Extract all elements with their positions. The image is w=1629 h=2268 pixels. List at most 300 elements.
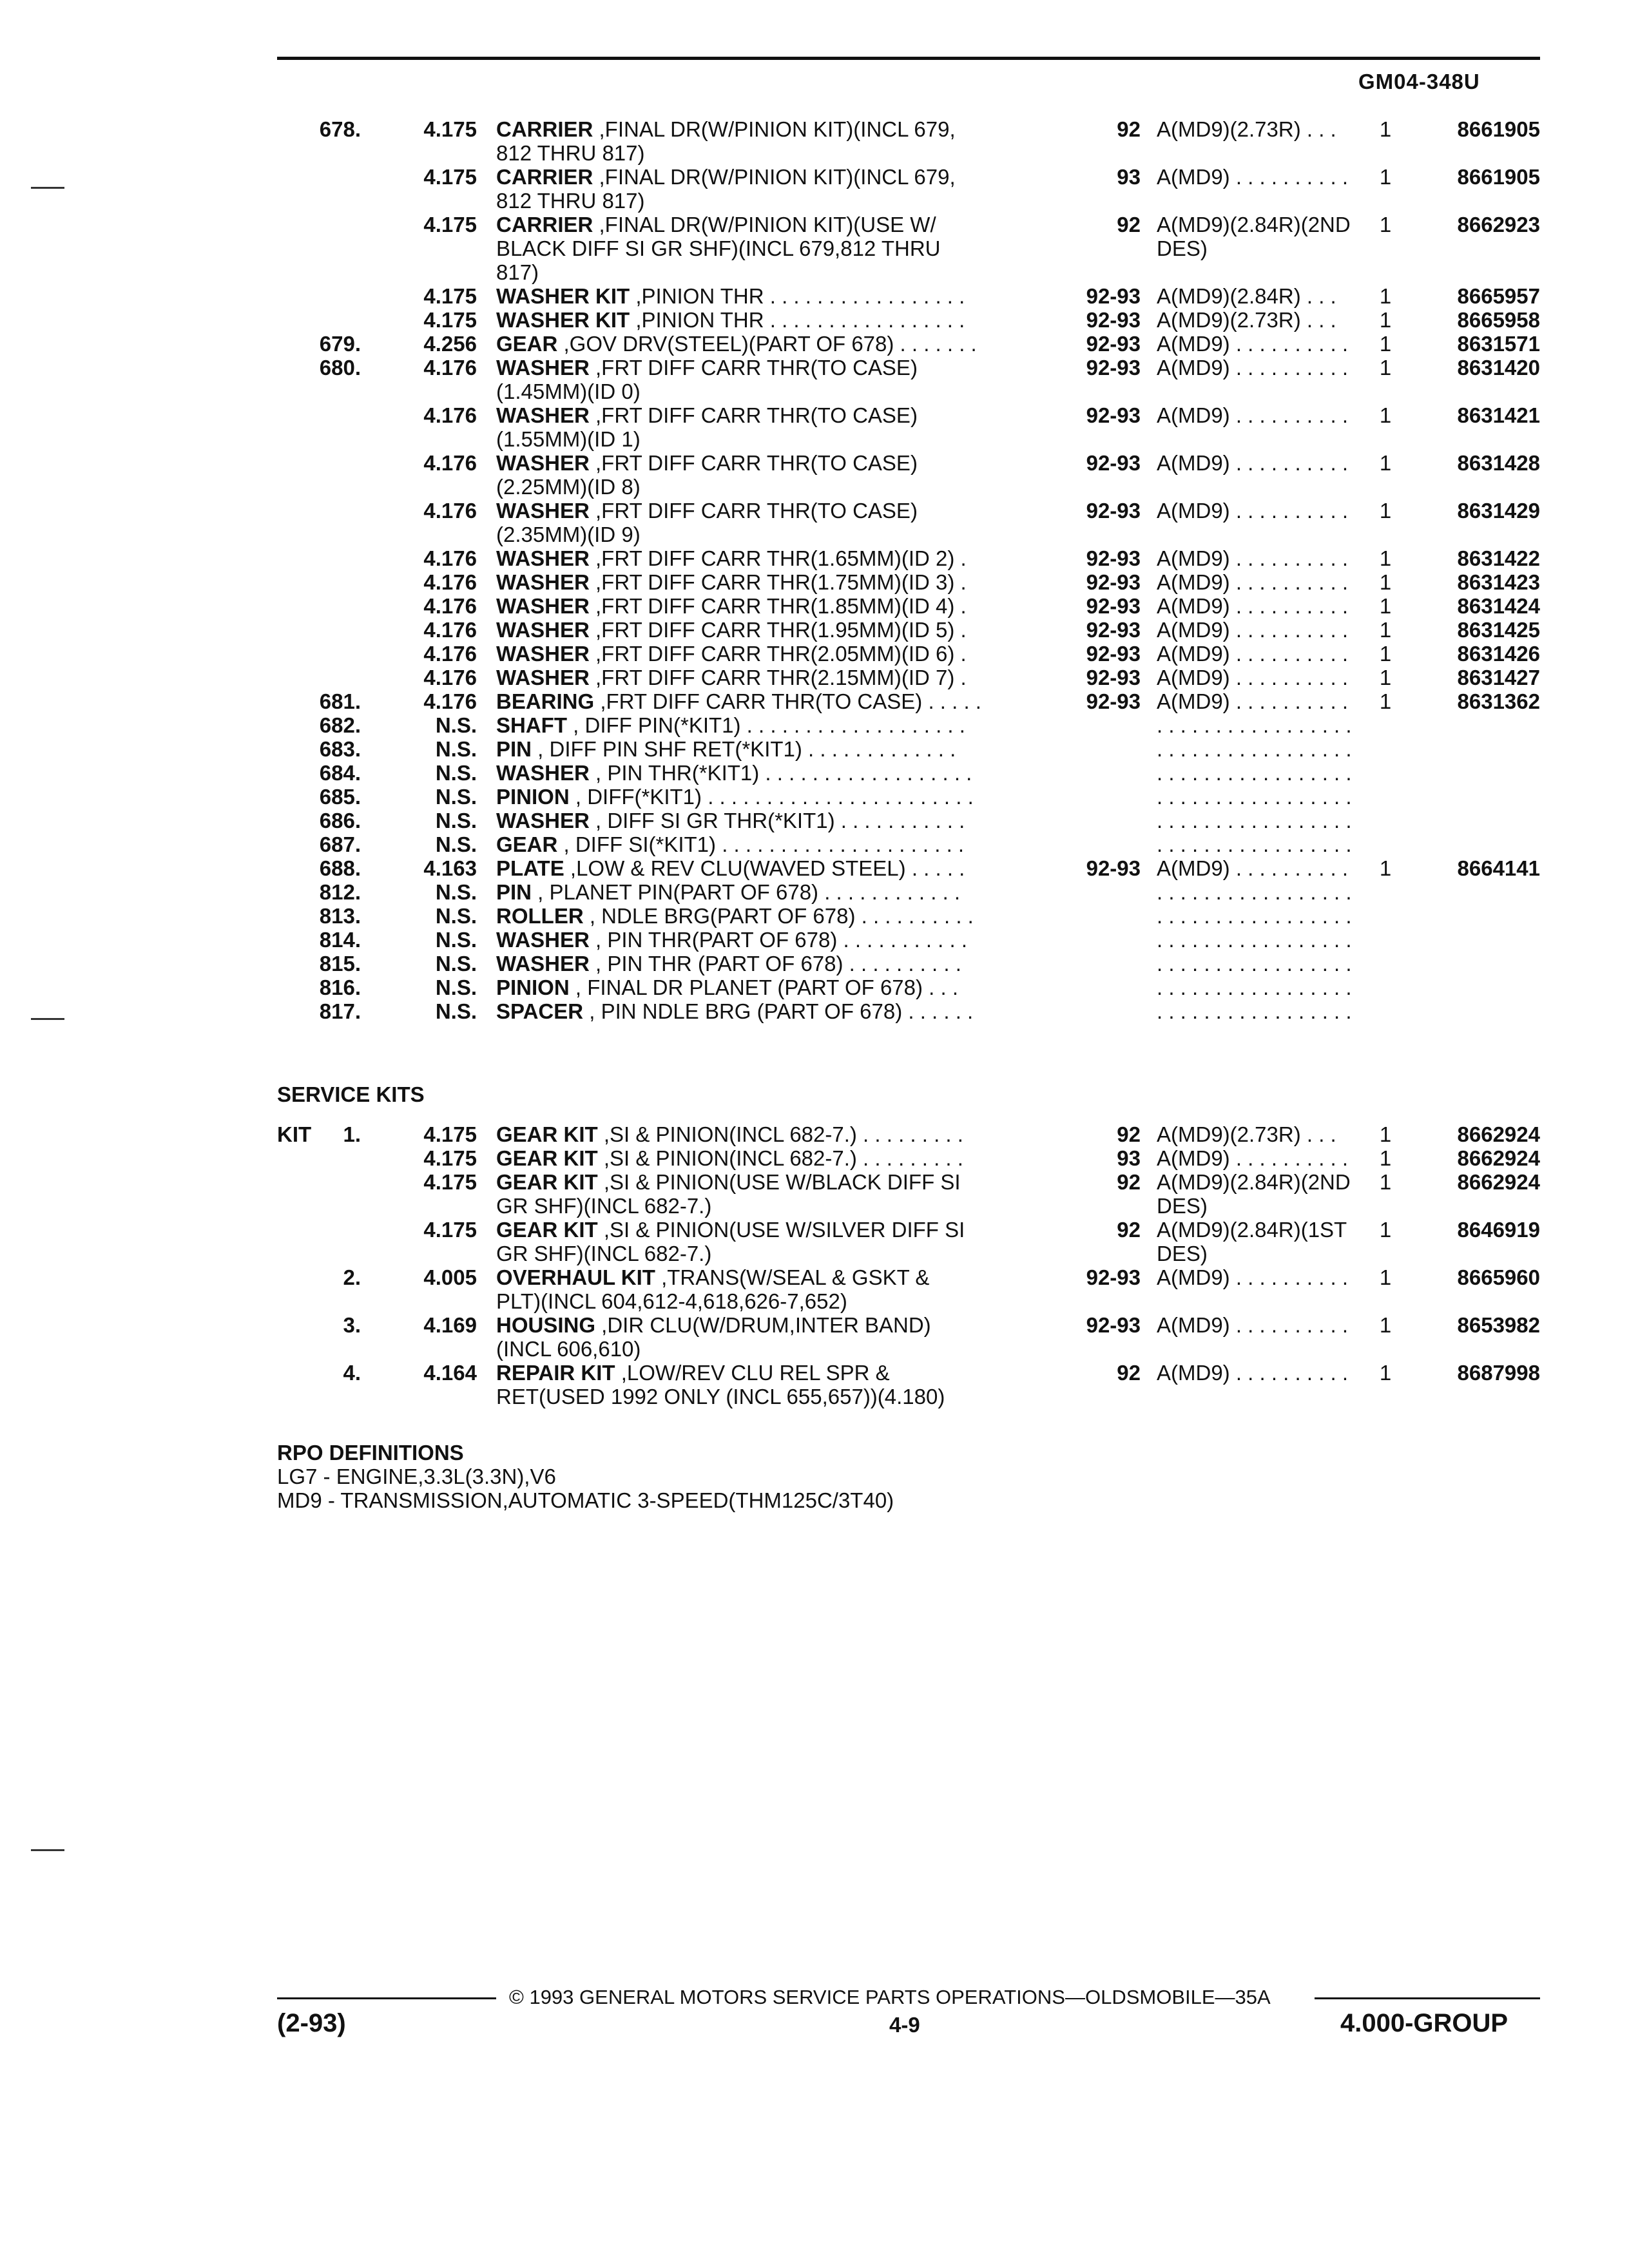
model-application: . . . . . . . . . . . . . . . . .: [1157, 880, 1352, 904]
model-year: 92-93: [1086, 666, 1141, 689]
part-row-continuation: [277, 1242, 1540, 1265]
part-name-label: WASHER: [496, 570, 590, 594]
model-application: A(MD9)(2.73R) . . .: [1157, 308, 1336, 332]
part-name-label: WASHER: [496, 499, 590, 523]
model-application: A(MD9) . . . . . . . . . .: [1157, 451, 1349, 475]
part-description: ,LOW/REV CLU REL SPR &: [615, 1361, 890, 1385]
quantity: 1: [1379, 642, 1392, 666]
part-description: , DIFF SI(*KIT1) . . . . . . . . . . . . . . . . . . . . .: [557, 832, 965, 856]
part-description: ,FRT DIFF CARR THR(2.05MM)(ID 6) .: [589, 642, 967, 666]
part-number: 8631427: [1457, 666, 1540, 689]
ref-number: 687.: [319, 832, 361, 856]
part-row: [277, 666, 1540, 689]
model-application: A(MD9) . . . . . . . . . .: [1157, 332, 1349, 356]
part-name-label: PIN: [496, 737, 532, 761]
quantity: 1: [1379, 689, 1392, 713]
part-number: 8687998: [1457, 1361, 1540, 1385]
part-name: [496, 713, 965, 737]
ref-number: 814.: [319, 928, 361, 952]
part-row: [277, 546, 1540, 570]
part-name-label: OVERHAUL KIT: [496, 1265, 655, 1289]
part-description: ,SI & PINION(INCL 682-7.) . . . . . . . . .: [597, 1146, 963, 1170]
model-year: 92: [1117, 117, 1141, 141]
model-year: 92-93: [1086, 332, 1141, 356]
part-description: , NDLE BRG(PART OF 678) . . . . . . . . . .: [583, 904, 974, 928]
quantity: 1: [1379, 570, 1392, 594]
part-row-continuation: [277, 189, 1540, 213]
model-application: A(MD9)(2.84R)(2ND: [1157, 213, 1351, 236]
model-application: . . . . . . . . . . . . . . . . .: [1157, 785, 1352, 809]
part-name: [496, 117, 956, 141]
model-application-continued: DES): [1157, 1242, 1208, 1265]
ref-number: 816.: [319, 975, 361, 999]
group-number: 4.169: [423, 1313, 477, 1337]
part-name-label: WASHER: [496, 666, 590, 689]
group-number: 4.175: [423, 1122, 477, 1146]
part-row-continuation: [277, 427, 1540, 451]
quantity: 1: [1379, 284, 1392, 308]
group-number: 4.176: [423, 570, 477, 594]
part-name-label: GEAR KIT: [496, 1122, 598, 1146]
quantity: 1: [1379, 1146, 1392, 1170]
part-row-continuation: [277, 523, 1540, 546]
ref-number: 4.: [343, 1361, 361, 1385]
part-number: 8631429: [1457, 499, 1540, 523]
quantity: 1: [1379, 594, 1392, 618]
ref-number: 813.: [319, 904, 361, 928]
part-row: [277, 570, 1540, 594]
part-name: [496, 403, 918, 427]
part-name-label: WASHER: [496, 594, 590, 618]
model-application: A(MD9) . . . . . . . . . .: [1157, 1313, 1349, 1337]
part-name: [496, 546, 967, 570]
part-name: [496, 594, 967, 618]
part-name: [496, 856, 965, 880]
quantity: 1: [1379, 1265, 1392, 1289]
rpo-definitions: [277, 1441, 894, 1512]
part-description: ,SI & PINION(INCL 682-7.) . . . . . . . . .: [597, 1122, 963, 1146]
model-year: 93: [1117, 165, 1141, 189]
model-application: A(MD9)(2.84R) . . .: [1157, 284, 1336, 308]
group-number: 4.176: [423, 403, 477, 427]
part-name: [496, 761, 972, 785]
part-number: 8662924: [1457, 1170, 1540, 1194]
part-description: ,FINAL DR(W/PINION KIT)(INCL 679,: [593, 117, 956, 141]
ref-number: 681.: [319, 689, 361, 713]
part-name-label: WASHER: [496, 546, 590, 570]
group-number: 4.175: [423, 1218, 477, 1242]
group-number: N.S.: [435, 713, 477, 737]
part-name-label: WASHER: [496, 642, 590, 666]
part-description: , PIN THR (PART OF 678) . . . . . . . . . .: [589, 952, 961, 975]
document-id: GM04-348U: [1358, 70, 1480, 93]
part-description: ,PINION THR . . . . . . . . . . . . . . . . .: [630, 308, 965, 332]
ref-number: 688.: [319, 856, 361, 880]
model-year: 92-93: [1086, 356, 1141, 380]
ref-number: 1.: [343, 1122, 361, 1146]
group-number: 4.176: [423, 618, 477, 642]
part-description-continued: GR SHF)(INCL 682-7.): [496, 1194, 712, 1218]
part-row: [277, 1146, 1540, 1170]
part-number: 8661905: [1457, 165, 1540, 189]
part-name: [496, 1170, 961, 1194]
part-number: 8631426: [1457, 642, 1540, 666]
part-row: [277, 975, 1540, 999]
quantity: 1: [1379, 165, 1392, 189]
group-number: N.S.: [435, 952, 477, 975]
part-row: [277, 737, 1540, 761]
part-description-continued: (2.25MM)(ID 8): [496, 475, 641, 499]
group-number: N.S.: [435, 809, 477, 832]
part-row: [277, 952, 1540, 975]
quantity: 1: [1379, 1361, 1392, 1385]
group-number: 4.176: [423, 451, 477, 475]
model-application: A(MD9) . . . . . . . . . .: [1157, 165, 1349, 189]
part-description: , DIFF SI GR THR(*KIT1) . . . . . . . . . . .: [589, 809, 965, 832]
group-number: 4.175: [423, 117, 477, 141]
part-row-continuation: [277, 236, 1540, 260]
part-description-continued: (2.35MM)(ID 9): [496, 523, 641, 546]
part-name-label: PINION: [496, 785, 570, 809]
part-name: [496, 832, 964, 856]
part-name-label: ROLLER: [496, 904, 584, 928]
part-name-label: GEAR KIT: [496, 1170, 598, 1194]
part-name-label: BEARING: [496, 689, 595, 713]
part-name-label: WASHER: [496, 356, 590, 380]
part-row: [277, 451, 1540, 475]
part-description-continued: (1.45MM)(ID 0): [496, 380, 641, 403]
part-name: [496, 880, 960, 904]
part-description-continued: GR SHF)(INCL 682-7.): [496, 1242, 712, 1265]
part-description: ,LOW & REV CLU(WAVED STEEL) . . . . .: [564, 856, 965, 880]
model-application: . . . . . . . . . . . . . . . . .: [1157, 952, 1352, 975]
part-description-continued: 812 THRU 817): [496, 189, 645, 213]
model-year: 92-93: [1086, 856, 1141, 880]
part-name: [496, 642, 967, 666]
part-name: [496, 213, 936, 236]
part-row-continuation: [277, 1194, 1540, 1218]
group-number: 4.005: [423, 1265, 477, 1289]
part-description: ,SI & PINION(USE W/SILVER DIFF SI: [597, 1218, 965, 1242]
group-number: 4.175: [423, 308, 477, 332]
group-number: N.S.: [435, 880, 477, 904]
part-description: ,FRT DIFF CARR THR(1.85MM)(ID 4) .: [589, 594, 967, 618]
part-description-continued: (INCL 606,610): [496, 1337, 641, 1361]
model-year: 92: [1117, 213, 1141, 236]
part-name: [496, 952, 961, 975]
model-year: 92-93: [1086, 284, 1141, 308]
part-number: 8631420: [1457, 356, 1540, 380]
group-number: N.S.: [435, 761, 477, 785]
part-name: [496, 499, 918, 523]
part-row-continuation: [277, 475, 1540, 499]
footer-rule-left: [277, 1997, 496, 1999]
model-year: 92-93: [1086, 618, 1141, 642]
copyright-notice: © 1993 GENERAL MOTORS SERVICE PARTS OPERATIONS—OLDSMOBILE—35A: [509, 1986, 1271, 2008]
quantity: 1: [1379, 856, 1392, 880]
part-row: [277, 856, 1540, 880]
part-row: [277, 832, 1540, 856]
model-application: . . . . . . . . . . . . . . . . .: [1157, 904, 1352, 928]
model-application: A(MD9) . . . . . . . . . .: [1157, 1146, 1349, 1170]
margin-mark: [31, 187, 64, 189]
model-application: A(MD9) . . . . . . . . . .: [1157, 403, 1349, 427]
group-number: N.S.: [435, 832, 477, 856]
model-application: A(MD9) . . . . . . . . . .: [1157, 594, 1349, 618]
model-year: 92-93: [1086, 403, 1141, 427]
part-description-continued: 817): [496, 260, 539, 284]
part-row: [277, 761, 1540, 785]
part-description: , PIN THR(PART OF 678) . . . . . . . . . . .: [589, 928, 968, 952]
group-number: N.S.: [435, 928, 477, 952]
model-year: 92-93: [1086, 689, 1141, 713]
footer-rule-right: [1315, 1997, 1540, 1999]
part-number: 8662924: [1457, 1146, 1540, 1170]
part-name-label: PIN: [496, 880, 532, 904]
quantity: 1: [1379, 451, 1392, 475]
part-row-continuation: [277, 141, 1540, 165]
part-row: [277, 904, 1540, 928]
part-row: [277, 1218, 1540, 1242]
part-row: [277, 618, 1540, 642]
part-description: , FINAL DR PLANET (PART OF 678) . . .: [569, 975, 959, 999]
top-rule: [277, 57, 1540, 60]
part-description-continued: BLACK DIFF SI GR SHF)(INCL 679,812 THRU: [496, 236, 941, 260]
part-description: ,FRT DIFF CARR THR(TO CASE): [589, 356, 918, 380]
model-year: 92-93: [1086, 1313, 1141, 1337]
part-name: [496, 1361, 890, 1385]
part-name: [496, 356, 918, 380]
part-description: , DIFF PIN(*KIT1) . . . . . . . . . . . . . . . . . . .: [567, 713, 965, 737]
part-name-label: WASHER: [496, 928, 590, 952]
part-description-continued: RET(USED 1992 ONLY (INCL 655,657))(4.180): [496, 1385, 945, 1408]
part-number: 8661905: [1457, 117, 1540, 141]
model-year: 92-93: [1086, 570, 1141, 594]
part-number: 8662923: [1457, 213, 1540, 236]
part-description: ,FRT DIFF CARR THR(TO CASE): [589, 451, 918, 475]
part-name-label: GEAR: [496, 332, 558, 356]
part-name-label: WASHER: [496, 809, 590, 832]
part-name-label: GEAR: [496, 832, 558, 856]
part-description: ,FINAL DR(W/PINION KIT)(USE W/: [593, 213, 936, 236]
part-number: 8631424: [1457, 594, 1540, 618]
part-number: 8631422: [1457, 546, 1540, 570]
ref-number: 679.: [319, 332, 361, 356]
quantity: 1: [1379, 1170, 1392, 1194]
model-application: A(MD9) . . . . . . . . . .: [1157, 666, 1349, 689]
model-application: . . . . . . . . . . . . . . . . .: [1157, 999, 1352, 1023]
rpo-line: MD9 - TRANSMISSION,AUTOMATIC 3-SPEED(THM125C/3T40): [277, 1488, 894, 1512]
model-application: . . . . . . . . . . . . . . . . .: [1157, 713, 1352, 737]
model-application-continued: DES): [1157, 1194, 1208, 1218]
model-year: 92: [1117, 1218, 1141, 1242]
footer-date: (2-93): [277, 2009, 346, 2037]
part-description-continued: (1.55MM)(ID 1): [496, 427, 641, 451]
part-row: [277, 117, 1540, 141]
model-application: A(MD9) . . . . . . . . . .: [1157, 1265, 1349, 1289]
part-description: , DIFF(*KIT1) . . . . . . . . . . . . . . . . . . . . . . .: [569, 785, 974, 809]
part-number: 8631425: [1457, 618, 1540, 642]
part-name: [496, 1122, 963, 1146]
part-number: 8631571: [1457, 332, 1540, 356]
part-description: ,SI & PINION(USE W/BLACK DIFF SI: [597, 1170, 961, 1194]
quantity: 1: [1379, 499, 1392, 523]
part-name-label: WASHER KIT: [496, 284, 630, 308]
page-number: 4-9: [889, 2013, 920, 2037]
part-name-label: CARRIER: [496, 117, 593, 141]
model-year: 92: [1117, 1122, 1141, 1146]
part-name-label: GEAR KIT: [496, 1218, 598, 1242]
ref-number: 684.: [319, 761, 361, 785]
group-number: 4.164: [423, 1361, 477, 1385]
quantity: 1: [1379, 403, 1392, 427]
part-description: ,FRT DIFF CARR THR(1.95MM)(ID 5) .: [589, 618, 967, 642]
part-name-label: PLATE: [496, 856, 564, 880]
part-name: [496, 1218, 965, 1242]
model-year: 92-93: [1086, 642, 1141, 666]
part-row: [277, 332, 1540, 356]
part-name-label: REPAIR KIT: [496, 1361, 615, 1385]
service-kits-heading: SERVICE KITS: [277, 1082, 425, 1106]
part-name: [496, 332, 977, 356]
part-name: [496, 904, 974, 928]
group-number: 4.176: [423, 546, 477, 570]
group-number: N.S.: [435, 737, 477, 761]
model-year: 92-93: [1086, 594, 1141, 618]
part-description: ,FRT DIFF CARR THR(TO CASE) . . . . .: [594, 689, 981, 713]
model-year: 92-93: [1086, 308, 1141, 332]
part-name: [496, 451, 918, 475]
part-name-label: WASHER: [496, 618, 590, 642]
part-number: 8631362: [1457, 689, 1540, 713]
part-row: [277, 499, 1540, 523]
part-name: [496, 737, 956, 761]
group-number: 4.176: [423, 499, 477, 523]
part-name-label: SPACER: [496, 999, 584, 1023]
part-description: ,FRT DIFF CARR THR(TO CASE): [589, 499, 918, 523]
model-application: A(MD9) . . . . . . . . . .: [1157, 618, 1349, 642]
model-application: . . . . . . . . . . . . . . . . .: [1157, 737, 1352, 761]
part-row: [277, 785, 1540, 809]
part-description: ,FRT DIFF CARR THR(1.75MM)(ID 3) .: [589, 570, 967, 594]
group-number: N.S.: [435, 999, 477, 1023]
part-name-label: SHAFT: [496, 713, 567, 737]
part-name: [496, 785, 974, 809]
part-name: [496, 928, 967, 952]
rpo-title: RPO DEFINITIONS: [277, 1441, 464, 1465]
model-application: A(MD9) . . . . . . . . . .: [1157, 546, 1349, 570]
ref-number: 682.: [319, 713, 361, 737]
model-application: A(MD9) . . . . . . . . . .: [1157, 642, 1349, 666]
part-row: [277, 403, 1540, 427]
group-number: 4.175: [423, 213, 477, 236]
group-number: 4.176: [423, 689, 477, 713]
model-application: A(MD9) . . . . . . . . . .: [1157, 499, 1349, 523]
part-name-label: HOUSING: [496, 1313, 596, 1337]
part-name-label: CARRIER: [496, 213, 593, 236]
part-number: 8662924: [1457, 1122, 1540, 1146]
ref-number: 683.: [319, 737, 361, 761]
part-description: , PLANET PIN(PART OF 678) . . . . . . . . . . . .: [532, 880, 961, 904]
ref-number: 686.: [319, 809, 361, 832]
model-year: 92-93: [1086, 451, 1141, 475]
ref-number: 3.: [343, 1313, 361, 1337]
part-description: ,FRT DIFF CARR THR(2.15MM)(ID 7) .: [589, 666, 967, 689]
part-row: [277, 308, 1540, 332]
part-number: 8631428: [1457, 451, 1540, 475]
part-name-label: WASHER: [496, 952, 590, 975]
part-name: [496, 809, 965, 832]
part-description: ,FINAL DR(W/PINION KIT)(INCL 679,: [593, 165, 956, 189]
group-number: 4.176: [423, 642, 477, 666]
kit-label: KIT: [277, 1122, 312, 1146]
margin-mark: [31, 1849, 64, 1851]
part-description-continued: 812 THRU 817): [496, 141, 645, 165]
part-name: [496, 689, 981, 713]
part-number: 8665957: [1457, 284, 1540, 308]
quantity: 1: [1379, 356, 1392, 380]
model-year: 92-93: [1086, 499, 1141, 523]
part-name: [496, 1265, 929, 1289]
quantity: 1: [1379, 666, 1392, 689]
ref-number: 812.: [319, 880, 361, 904]
group-number: N.S.: [435, 904, 477, 928]
part-name: [496, 308, 965, 332]
group-number: 4.175: [423, 1170, 477, 1194]
part-row-continuation: [277, 1289, 1540, 1313]
part-name-label: WASHER: [496, 761, 590, 785]
part-name: [496, 1146, 963, 1170]
part-row: [277, 165, 1540, 189]
group-number: 4.175: [423, 1146, 477, 1170]
group-number: 4.175: [423, 165, 477, 189]
model-application: . . . . . . . . . . . . . . . . .: [1157, 832, 1352, 856]
model-application: A(MD9)(2.84R)(2ND: [1157, 1170, 1351, 1194]
part-description: ,TRANS(W/SEAL & GSKT &: [655, 1265, 930, 1289]
model-year: 92-93: [1086, 546, 1141, 570]
part-row: [277, 1170, 1540, 1194]
part-name: [496, 975, 958, 999]
part-name-label: WASHER KIT: [496, 308, 630, 332]
quantity: 1: [1379, 117, 1392, 141]
part-row: [277, 356, 1540, 380]
model-year: 92-93: [1086, 1265, 1141, 1289]
part-name: [496, 618, 967, 642]
part-row-continuation: [277, 1385, 1540, 1408]
part-row-continuation: [277, 1337, 1540, 1361]
model-application-continued: DES): [1157, 236, 1208, 260]
ref-number: 2.: [343, 1265, 361, 1289]
model-application: . . . . . . . . . . . . . . . . .: [1157, 975, 1352, 999]
quantity: 1: [1379, 1122, 1392, 1146]
part-row-continuation: [277, 260, 1540, 284]
footer-group: 4.000-GROUP: [1340, 2009, 1509, 2037]
part-row: [277, 809, 1540, 832]
part-name: [496, 666, 967, 689]
model-application: A(MD9)(2.84R)(1ST: [1157, 1218, 1347, 1242]
group-number: 4.176: [423, 594, 477, 618]
model-year: 92: [1117, 1170, 1141, 1194]
part-row: [277, 999, 1540, 1023]
part-row-continuation: [277, 380, 1540, 403]
part-row: [277, 928, 1540, 952]
ref-number: 817.: [319, 999, 361, 1023]
quantity: 1: [1379, 618, 1392, 642]
quantity: 1: [1379, 332, 1392, 356]
part-row: [277, 213, 1540, 236]
part-number: 8665960: [1457, 1265, 1540, 1289]
quantity: 1: [1379, 308, 1392, 332]
